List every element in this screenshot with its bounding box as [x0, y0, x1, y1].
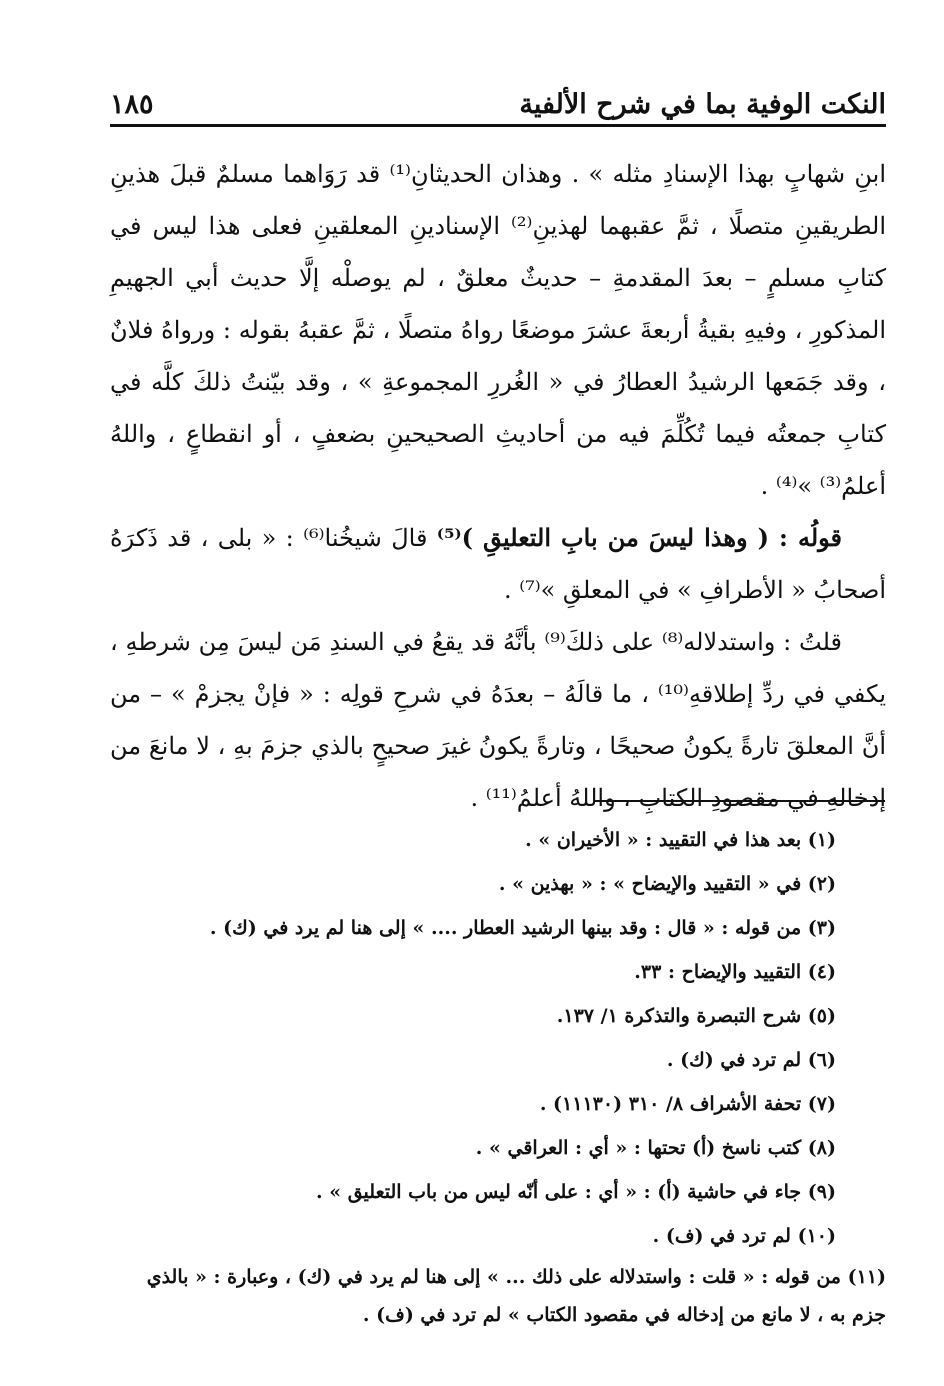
page-number: ١٨٥ [110, 89, 154, 120]
footnote: (٦) لم ترد في (ك) . [666, 1049, 836, 1071]
footnote: (٨) كتب ناسخ (أ) تحتها : « أي : العراقي » . [475, 1137, 836, 1159]
footnote: (٢) في « التقييد والإيضاح » : « بهذين » . [498, 873, 836, 895]
running-title: النكت الوفية بما في شرح الألفية [519, 89, 886, 120]
paragraph-1: ابنِ شهابٍ بهذا الإسنادِ مثله » . وهذان الحديثانِ⁽¹⁾ قد رَوَاهما مسلمٌ قبلَ هذينِ الطريقينِ متصلًا ، ثمَّ عقبهما لهذينِ⁽²⁾ الإسنادينِ المعلقينِ فعلى هذا ليس في كتابِ مسلمٍ – بعدَ المقدمةِ – حديثٌ معلقٌ ، لم يوصلْه إلَّا حديث أبي الجهيمِ المذكورِ ، وفيهِ بقيةُ أربعةَ عشرَ موضعًا رواهُ متصلًا ، ثمَّ عقبهُ بقوله : ورواهُ فلانٌ ، وقد جَمَعها الرشيدُ العطارُ في « الغُررِ المجموعةِ » ، وقد بيّنتُ ذلكَ كلَّه في كتابِ جمعتُه فيما تُكُلِّمَ فيه من أحاديثِ الصحيحينِ بضعفٍ ، أو انقطاعٍ ، واللهُ أعلمُ⁽³⁾ »⁽⁴⁾ . [110, 160, 887, 500]
main-text [110, 148, 886, 824]
footnote-divider [595, 800, 885, 802]
footnote: (٣) من قوله : « قال : وقد بينها الرشيد العطار .... » إلى هنا لم يرد في (ك) . [209, 917, 836, 939]
footnotes [110, 818, 886, 1334]
footnote: (٩) جاء في حاشية (أ) : « أي : على أنّه ليس من باب التعليق » . [315, 1181, 836, 1203]
footnote: (٥) شرح التبصرة والتذكرة ١/ ١٣٧. [556, 1005, 836, 1027]
paragraph-2-rest: قالَ شيخُنا⁽⁶⁾ : « بلى ، قد ذَكرَهُ أصحابُ « الأطرافِ » في المعلقِ »⁽⁷⁾ . [110, 524, 886, 604]
footnote: (٧) تحفة الأشراف ٨/ ٣١٠ (١١١٣٠) . [539, 1093, 836, 1115]
page-header [110, 70, 886, 120]
footnote: (٤) التقييد والإيضاح : ٣٣. [634, 961, 836, 983]
quoted-lemma: قولُه : ( وهذا ليسَ من بابِ التعليقِ )⁽⁵⁾ [436, 523, 842, 552]
footnote: (١١) من قوله : « قلت : واستدلاله على ذلك ... » إلى هنا لم يرد في (ك) ، وعبارة : « بالذي جزم به ، لا مانع من إدخاله في مقصود الكتاب » لم ترد في (ف) . [146, 1266, 886, 1326]
paragraph-2 [110, 512, 886, 616]
header-divider [110, 124, 886, 127]
footnote: (١) بعد هذا في التقييد : « الأخيران » . [525, 829, 836, 851]
paragraph-3: قلتُ : واستدلاله⁽⁸⁾ على ذلكَ⁽⁹⁾ بأنَّهُ قد يقعُ في السندِ مَن ليسَ مِن شرطهِ ، يكفي في ردِّ إطلاقهِ⁽¹⁰⁾ ، ما قالَهُ – بعدَهُ في شرحِ قولِه : « فإنْ يجزمْ » – من أنَّ المعلقَ تارةً يكونُ صحيحًا ، وتارةً يكونُ غيرَ صحيحٍ بالذي جزمَ بهِ ، لا مانعَ من إدخالهِ في مقصودِ الكتابِ ، واللهُ أعلمُ⁽¹¹⁾ . [110, 628, 886, 812]
footnote: (١٠) لم ترد في (ف) . [652, 1225, 836, 1247]
